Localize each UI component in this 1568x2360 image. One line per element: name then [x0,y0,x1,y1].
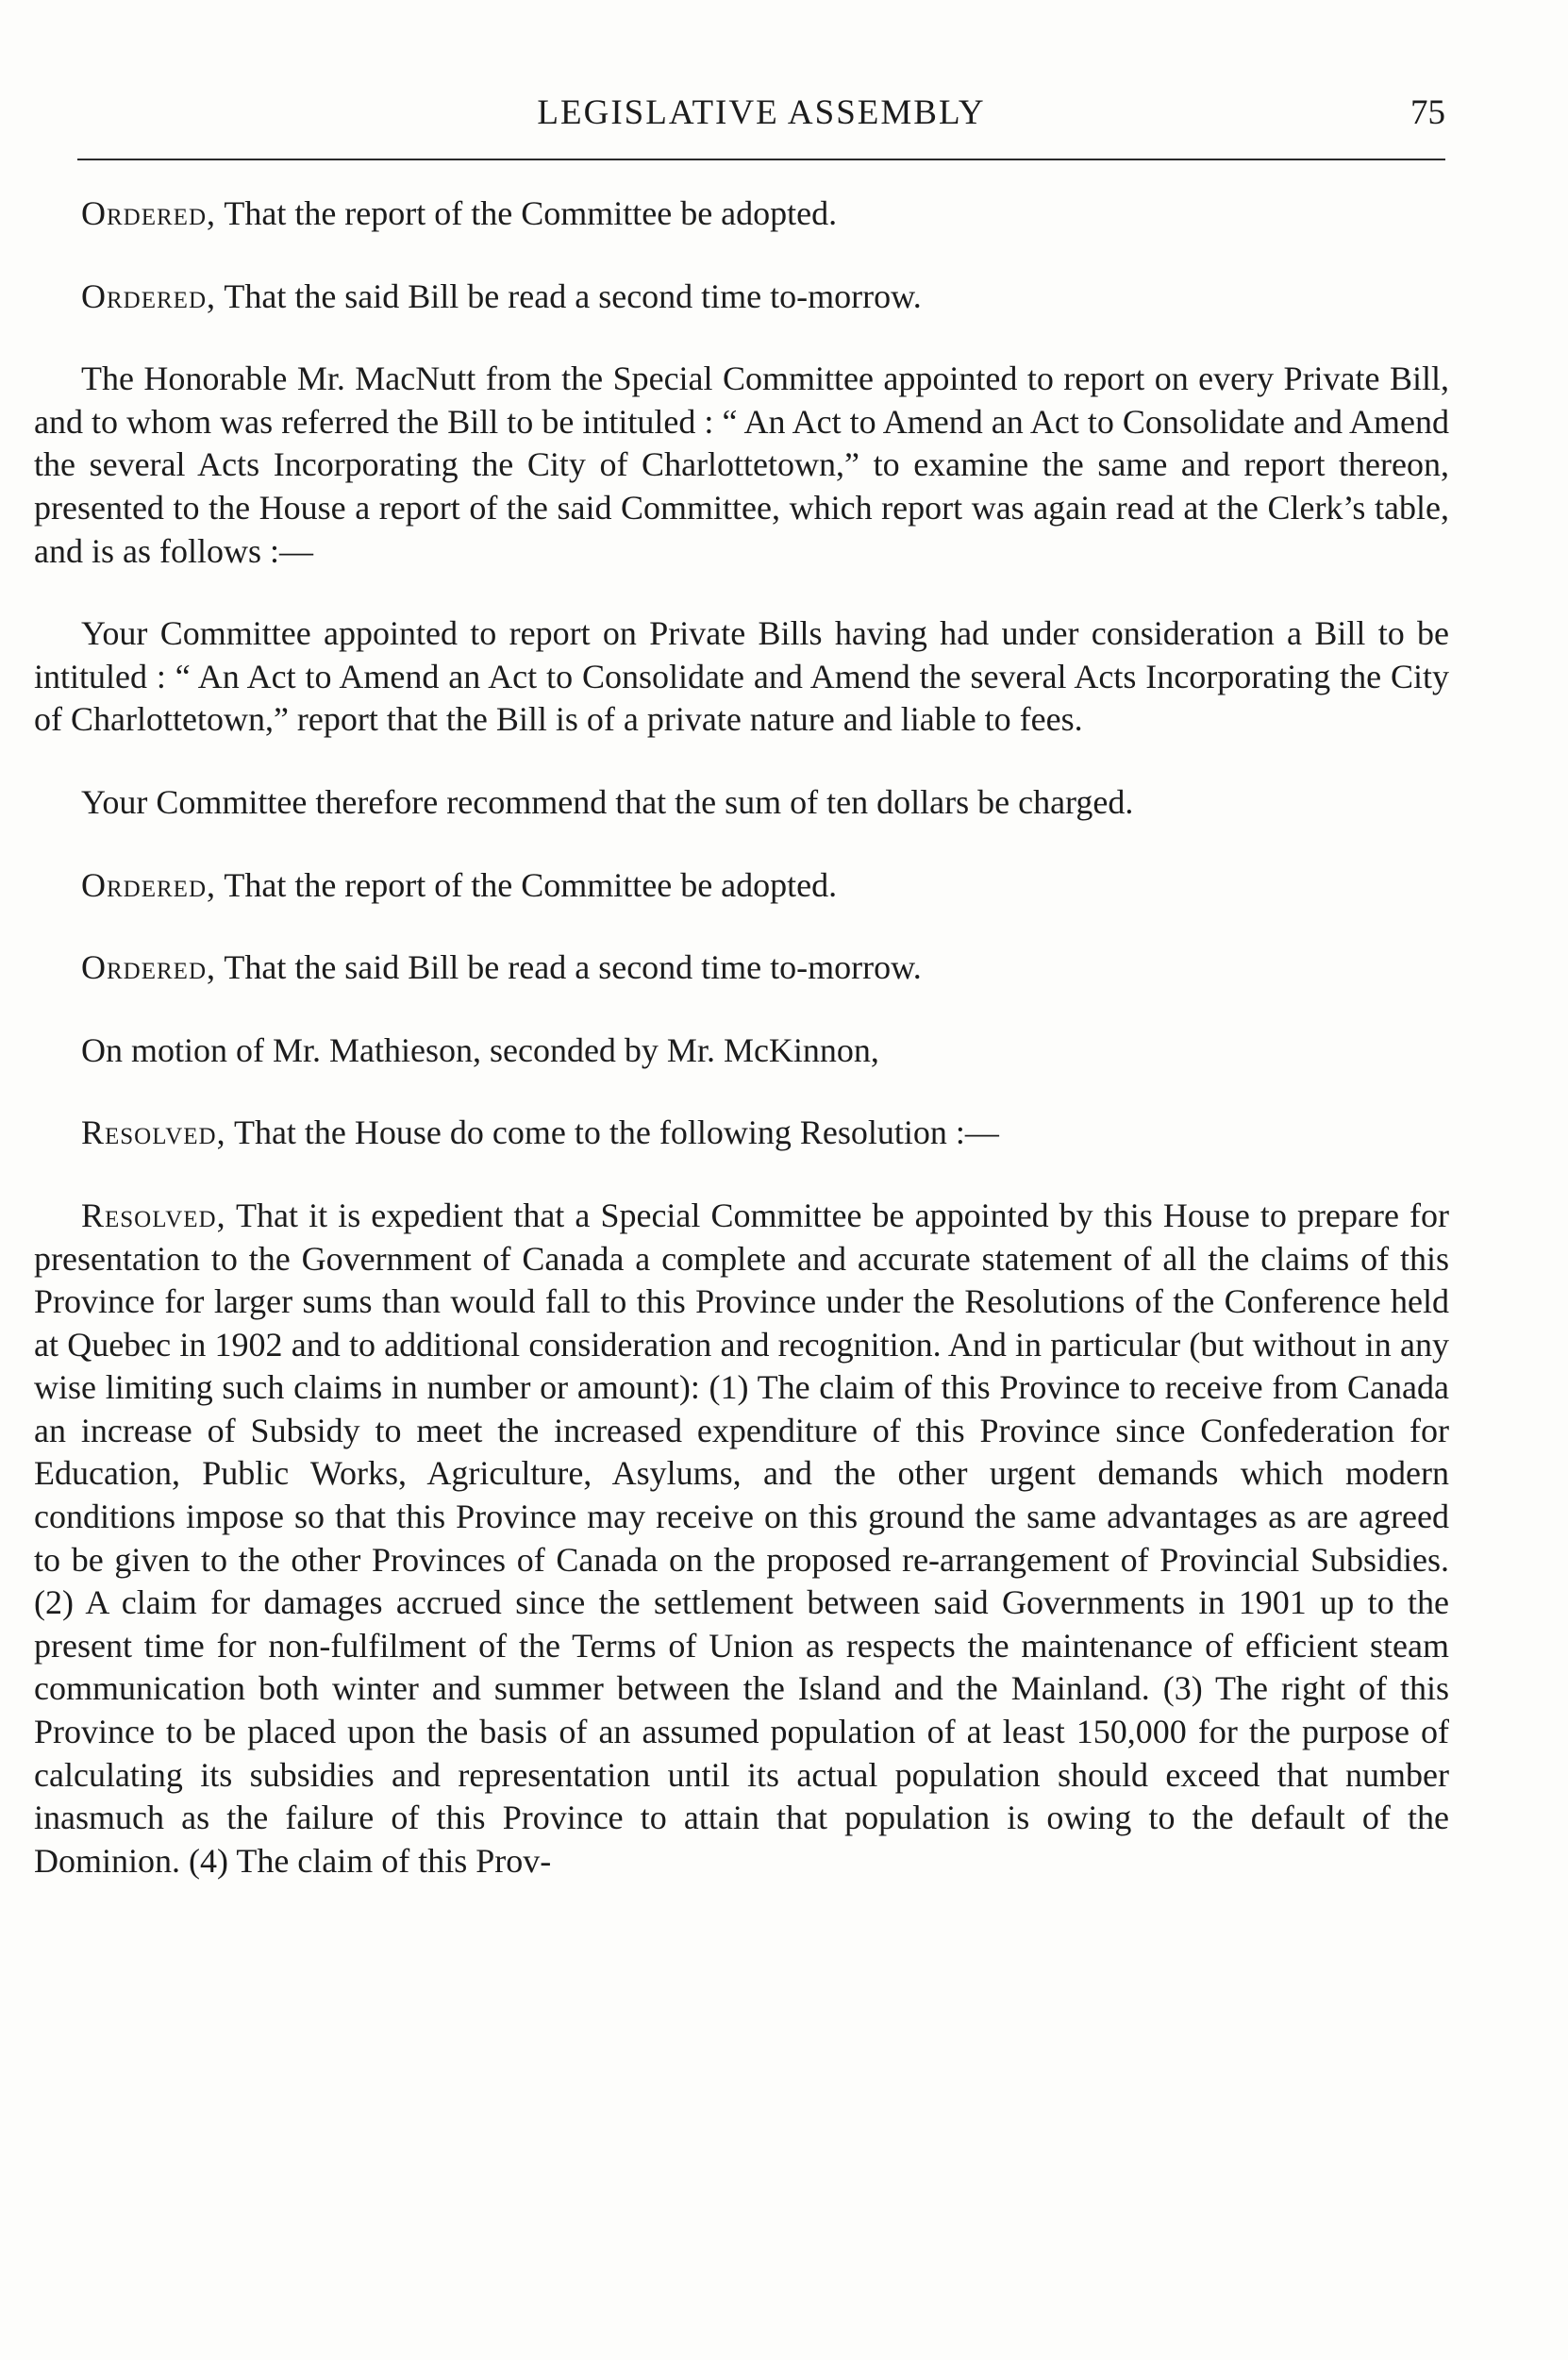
paragraph-committee-report [34,612,1449,742]
paragraph-ordered-adopted-1 [34,192,1449,236]
paragraph-text: The Honorable Mr. MacNutt from the Special Committee appointed to report on every Private Bill, and to whom was referred the Bill to be intituled : “ An Act to Amend an Act to Consolidate and Amend the several Acts Incorporating the City of Charlottetown,” to examine the same and report thereon, presented to the House a report of the said Committee, which report was again read at the Clerk’s table, and is as follows :— [34,360,1449,570]
header-title: LEGISLATIVE ASSEMBLY [537,93,986,132]
paragraph-text: On motion of Mr. Mathieson, seconded by Mr. McKinnon, [81,1030,879,1069]
paragraph-text: Your Committee appointed to report on Private Bills having had under consideration a Bill to be intituled : “ An Act to Amend an Act to Consolidate and Amend the several Acts Incorporating the City of Charlottetown,” report that the Bill is of a private nature and liable to fees. [34,614,1449,739]
paragraph-lead: Ordered, [81,948,216,987]
running-header [77,87,1445,140]
header-rule [77,159,1445,160]
paragraph-lead: Resolved, [81,1113,226,1152]
paragraph-resolved-special-committee [34,1195,1449,1883]
paragraph-text: That the House do come to the following Resolution :— [225,1113,999,1152]
body-text [34,192,1449,1883]
paragraph-motion [34,1029,1449,1073]
paragraph-lead: Resolved, [81,1196,226,1234]
paragraph-resolved-come-to-resolution [34,1112,1449,1155]
paragraph-text: That the report of the Committee be adopted. [216,865,838,904]
paragraph-ordered-second-reading-1 [34,276,1449,319]
paragraph-ordered-adopted-2 [34,864,1449,908]
paragraph-committee-fees [34,781,1449,825]
paragraph-text: That the report of the Committee be adopted. [216,194,838,232]
paragraph-text: That the said Bill be read a second time to-morrow. [216,276,922,315]
paragraph-lead: Ordered, [81,865,216,904]
paragraph-macnutt-report [34,358,1449,573]
paragraph-text: That it is expedient that a Special Committee be appointed by this House to prepare for presentation to the Government of Canada a complete and accurate statement of all the claims of this Province for larger sums than would fall to this Province under the Resolutions of the Conference held at Quebec in 1902 and to additional consideration and recognition. And in particular (but without in any wise limiting such claims in number or amount): (1) The claim of this Province to receive from Canada an increase of Subsidy to meet the increased expenditure of this Province since Confederation for Education, Public Works, Agriculture, Asylums, and the other urgent demands which modern conditions impose so that this Province may receive on this ground the same advantages as are agreed to be given to the other Provinces of Canada on the proposed re-arrangement of Provincial Subsidies. (2) A claim for damages accrued since the settlement between said Governments in 1901 up to the present time for non-fulfilment of the Terms of Union as respects the maintenance of efficient steam communication both winter and summer between the Island and the Mainland. (3) The right of this Province to be placed upon the basis of an assumed population of at least 150,000 for the purpose of calculating its subsidies and representation until its actual population should exceed that number inasmuch as the failure of this Province to attain that population is owing to the default of the Dominion. (4) The claim of this Prov- [34,1196,1449,1880]
paragraph-lead: Ordered, [81,194,216,232]
paragraph-text: Your Committee therefore recommend that the sum of ten dollars be charged. [81,782,1134,821]
page-number: 75 [1410,93,1445,132]
paragraph-lead: Ordered, [81,276,216,315]
paragraph-text: That the said Bill be read a second time to-morrow. [216,948,922,987]
paragraph-ordered-second-reading-2 [34,946,1449,990]
